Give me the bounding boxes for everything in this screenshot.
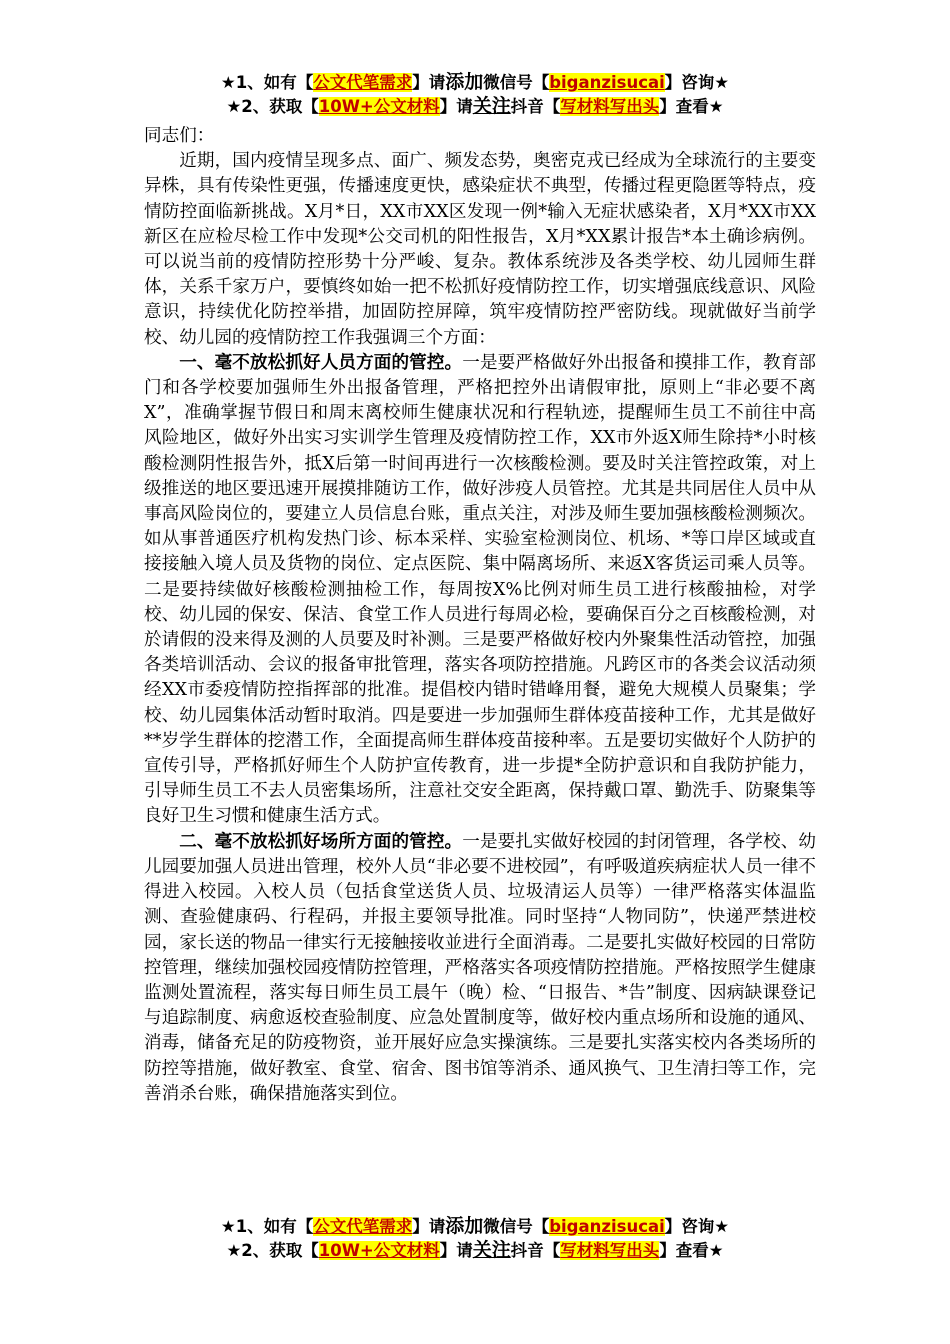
section-1-paragraph <box>144 351 816 830</box>
banner-text: ★2、获取【 <box>226 1241 319 1260</box>
banner-text: 】查看★ <box>659 97 724 116</box>
banner-text: 】请 <box>439 1241 473 1260</box>
banner-emphasis: 添加 <box>445 1215 484 1237</box>
section-2-paragraph <box>144 830 816 1107</box>
section-1-text: 一是要严格做好外出报备和摸排工作，教育部门和各学校要加强师生外出报备管理，严格把控外出请假审批，原则上“非必要不离X”，准确掌握节假日和周末离校师生健康状况和行程轨迹，提醒师生员工不前往中高风险地区，做好外出实习实训学生管理及疫情防控工作，XX市外返X师生除持*小时核酸检测阴性报告外，抵X后第一时间再进行一次核酸检测。要及时关注管控政策，对上级推送的地区要迅速开展摸排随访工作，做好涉疫人员管控。尤其是共同居住人员中从事高风险岗位的，要建立人员信息台账，重点关注，对涉及师生要加强核酸检测频次。如从事普通医疗机构发热门诊、标本采样、实验室检测岗位、机场、*等口岸区域或直接接触入境人员及货物的岗位、定点医院、集中隔离场所、来返X客货运司乘人员等。二是要持续做好核酸检测抽检工作，每周按X%比例对师生员工进行核酸抽检，对学校、幼儿园的保安、保洁、食堂工作人员进行每周必检，要确保百分之百核酸检测，对於请假的没来得及测的人员要及时补测。三是要严格做好校内外聚集性活动管控，加强各类培训活动、会议的报备审批管理，落实各项防控措施。凡跨区市的各类会议活动须经XX市委疫情防控指挥部的批准。提倡校内错时错峰用餐，避免大规模人员聚集；学校、幼儿园集体活动暂时取消。四是要进一步加强师生群体疫苗接种工作，尤其是做好**岁学生群体的挖潜工作，全面提高师生群体疫苗接种率。五是要切实做好个人防护的宣传引导，严格抓好师生个人防护宣传教育，进一步提*全防护意识和自我防护能力，引导师生员工不去人员密集场所，注意社交安全距离，保持戴口罩、勤洗手、防聚集等良好卫生习惯和健康生活方式。 <box>144 352 816 827</box>
salutation: 同志们： <box>144 126 215 146</box>
banner-wechat-id: biganzisucai <box>549 73 665 92</box>
banner-text: 】请 <box>439 97 473 116</box>
banner-text: 微信号【 <box>483 1217 550 1236</box>
document-body <box>144 124 816 1107</box>
intro-paragraph: 近期，国内疫情呈现多点、面广、频发态势，奥密克戎已经成为全球流行的主要变异株，具有传染性更强，传播速度更快，感染症状不典型，传播过程更隐匿等特点，疫情防控面临新挑战。X月*日，XX市XX区发现一例*输入无症状感染者，X月*XX市XX新区在应检尽检工作中发现*公交司机的阳性报告，X月*XX累计报告*本土确诊病例。可以说当前的疫情防控形势十分严峻、复杂。教体系统涉及各类学校、幼儿园师生群体，关系千家万户，要慎终如始一把不松抓好疫情防控工作，切实增强底线意识、风险意识，持续优化防控举措，加固防控屏障，筑牢疫情防控严密防线。现就做好当前学校、幼儿园的疫情防控工作我强调三个方面： <box>144 151 816 348</box>
banner-text: 】查看★ <box>659 1241 724 1260</box>
banner-text: 抖音【 <box>510 97 561 116</box>
banner-highlight: 公文代笔需求 <box>313 1217 413 1236</box>
banner-douyin-id: 写材料写出头 <box>560 97 660 116</box>
section-2-text: 一是要扎实做好校园的封闭管理，各学校、幼儿园要加强人员进出管理，校外人员“非必要不进校园”，有呼吸道疾病症状人员一律不得进入校园。入校人员（包括食堂送货人员、垃圾清运人员等）一律严格落实体温监测、查验健康码、行程码，并报主要领导批准。同时坚持“人物同防”，快递严禁进校园，家长送的物品一律实行无接触接收並进行全面消毒。二是要扎实做好校园的日常防控管理，继续加强校园疫情防控管理，严格落实各项疫情防控措施。严格按照学生健康监测处置流程，落实每日师生员工晨午（晚）检、“日报告、*告”制度、因病缺课登记与追踪制度、病愈返校查验制度、应急处置制度等，做好校内重点场所和设施的通风、消毒，储备充足的防疫物资，並开展好应急实操演练。三是要扎实落实校内各类场所的防控等措施，做好教室、食堂、宿舍、图书馆等消杀、通风换气、卫生清扫等工作，完善消杀台账，确保措施落实到位。 <box>144 831 816 1104</box>
banner-text: ★2、获取【 <box>226 97 319 116</box>
banner-text: 微信号【 <box>483 73 550 92</box>
section-1-heading: 一、毫不放松抓好人员方面的管控。 <box>179 352 463 373</box>
banner-douyin-id: 写材料写出头 <box>560 1241 660 1260</box>
banner-text: ★1、如有【 <box>220 73 314 92</box>
banner-text: 】咨询★ <box>664 1217 730 1236</box>
banner-line-1 <box>0 1214 950 1238</box>
ad-banner-bottom <box>0 1214 950 1262</box>
banner-wechat-id: biganzisucai <box>549 1217 665 1236</box>
banner-highlight: 10W+公文材料 <box>318 1241 440 1260</box>
banner-text: 抖音【 <box>510 1241 561 1260</box>
ad-banner-top <box>0 70 950 118</box>
banner-highlight: 10W+公文材料 <box>318 97 440 116</box>
banner-line-2 <box>0 94 950 118</box>
banner-emphasis: 关注 <box>472 1239 511 1261</box>
banner-text: 】请 <box>412 73 446 92</box>
banner-line-2 <box>0 1238 950 1262</box>
banner-highlight: 公文代笔需求 <box>313 73 413 92</box>
banner-emphasis: 添加 <box>445 71 484 93</box>
banner-emphasis: 关注 <box>472 95 511 117</box>
banner-text: 】请 <box>412 1217 446 1236</box>
banner-text: 】咨询★ <box>664 73 730 92</box>
banner-line-1 <box>0 70 950 94</box>
banner-text: ★1、如有【 <box>220 1217 314 1236</box>
section-2-heading: 二、毫不放松抓好场所方面的管控。 <box>179 831 463 852</box>
